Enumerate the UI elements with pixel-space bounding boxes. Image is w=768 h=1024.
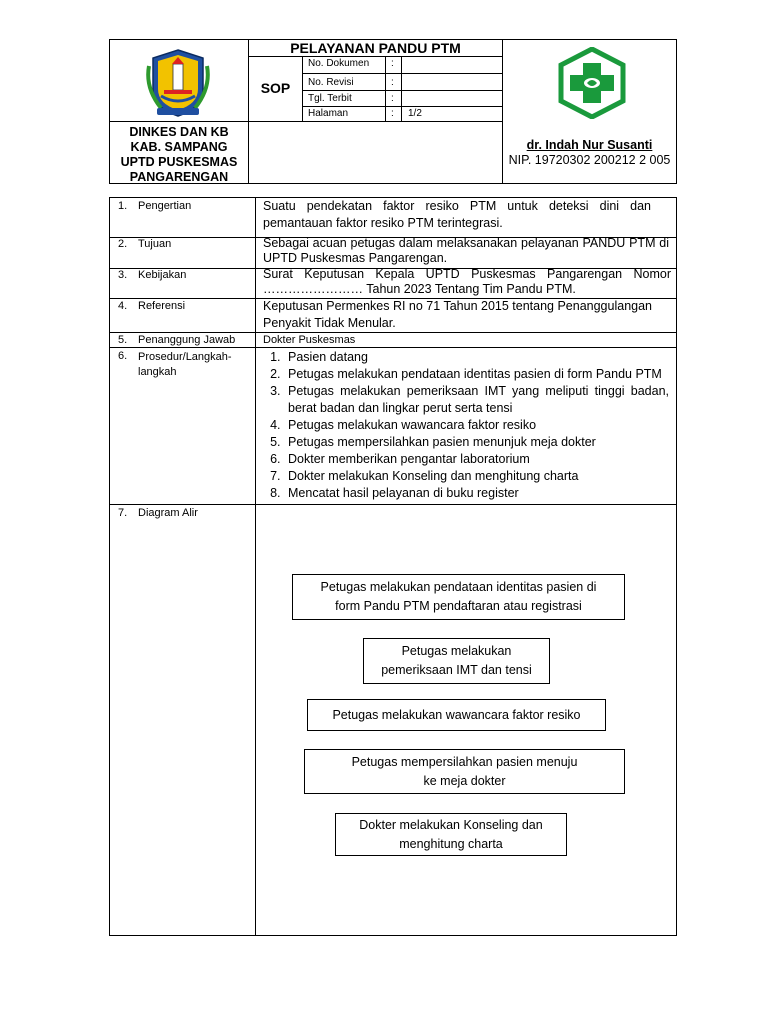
meta-label-no-dokumen: No. Dokumen <box>308 58 370 69</box>
sop-label: SOP <box>260 80 291 96</box>
procedure-step: 4. Petugas melakukan wawancara faktor resiko <box>284 417 669 434</box>
section-text-pengertian: Suatu pendekatan faktor resiko PTM untuk deteksi dini dan pemantauan faktor resiko PTM terintegrasi. <box>263 199 651 230</box>
procedure-step: 2. Petugas melakukan pendataan identitas pasien di form Pandu PTM <box>284 366 669 383</box>
procedure-step: 5. Petugas mempersilahkan pasien menunjuk meja dokter <box>284 434 669 451</box>
flow-step-3 <box>307 699 606 731</box>
procedure-step: 8. Mencatat hasil pelayanan di buku register <box>284 485 669 502</box>
section-text-tujuan: Sebagai acuan petugas dalam melaksanakan pelayanan PANDU PTM di UPTD Puskesmas Pangarengan. <box>263 236 669 265</box>
page-title: PELAYANAN PANDU PTM <box>290 40 461 56</box>
section-number: 3. <box>118 269 128 281</box>
flow-step-text: Petugas melakukan pemeriksaan IMT dan tensi <box>381 644 532 677</box>
section-number: 4. <box>118 300 128 312</box>
signatory-name: dr. Indah Nur Susanti <box>526 138 653 152</box>
flow-step-1 <box>292 574 625 620</box>
section-label-prosedur: Prosedur/Langkah-langkah <box>138 351 232 378</box>
section-label-kebijakan: Kebijakan <box>138 269 187 281</box>
org-name <box>110 125 248 185</box>
flow-step-4 <box>304 749 625 794</box>
procedure-steps <box>263 349 669 502</box>
meta-value-halaman: 1/2 <box>408 108 422 119</box>
section-number: 6. <box>118 350 128 362</box>
procedure-step: 7. Dokter melakukan Konseling dan menghitung charta <box>284 468 669 485</box>
section-label-penanggung-jawab: Penanggung Jawab <box>138 334 236 346</box>
flow-step-text: Petugas melakukan wawancara faktor resiko <box>332 707 581 722</box>
org-line-2: KAB. SAMPANG <box>130 140 228 154</box>
section-label-pengertian: Pengertian <box>138 200 192 212</box>
meta-sep: : <box>391 93 394 104</box>
meta-label-halaman: Halaman <box>308 108 349 119</box>
flow-step-text: Petugas melakukan pendataan identitas pasien di form Pandu PTM pendaftaran atau registrasi <box>320 580 597 613</box>
procedure-step: 6. Dokter memberikan pengantar laboratorium <box>284 451 669 468</box>
section-number: 5. <box>118 334 128 346</box>
meta-sep: : <box>391 108 394 119</box>
meta-label-no-revisi: No. Revisi <box>308 77 354 88</box>
flow-step-text: Petugas mempersilahkan pasien menuju ke meja dokter <box>351 754 578 788</box>
flow-step-2 <box>363 638 550 684</box>
section-label-tujuan: Tujuan <box>138 238 172 250</box>
flow-step-text: Dokter melakukan Konseling dan menghitung charta <box>359 817 543 851</box>
procedure-step: 3. Petugas melakukan pemeriksaan IMT yang meliputi tinggi badan, berat badan dan lingkar perut serta tensi <box>284 383 669 417</box>
puskesmas-cross-logo <box>557 47 627 119</box>
section-text-kebijakan: Surat Keputusan Kepala UPTD Puskesmas Pangarengan Nomor …………………… Tahun 2023 Tentang Tim Pandu PTM. <box>263 267 671 296</box>
org-line-1: DINKES DAN KB <box>129 125 229 139</box>
section-number: 2. <box>118 238 128 250</box>
meta-sep: : <box>391 77 394 88</box>
procedure-step: 1. Pasien datang <box>284 349 669 366</box>
meta-sep: : <box>391 58 394 69</box>
signatory-nip: NIP. 19720302 200212 2 005 <box>508 153 671 167</box>
org-line-4: PANGARENGAN <box>129 170 229 184</box>
flow-step-5 <box>335 813 567 856</box>
meta-label-tgl-terbit: Tgl. Terbit <box>308 93 352 104</box>
section-number: 7. <box>118 507 128 519</box>
section-text-penanggung-jawab: Dokter Puskesmas <box>263 334 356 346</box>
section-number: 1. <box>118 200 128 212</box>
section-label-diagram-alir: Diagram Alir <box>138 507 198 519</box>
org-line-3: UPTD PUSKESMAS <box>120 155 238 169</box>
section-label-referensi: Referensi <box>138 300 186 312</box>
section-text-referensi: Keputusan Permenkes RI no 71 Tahun 2015 tentang Penanggulangan Penyakit Tidak Menular. <box>263 299 652 330</box>
district-emblem <box>143 46 213 120</box>
